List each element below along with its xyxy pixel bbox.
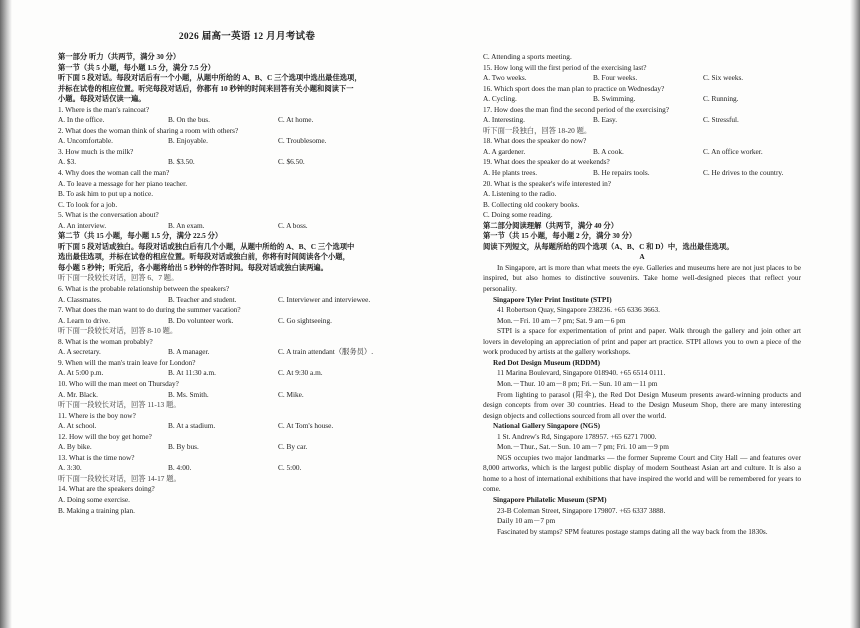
option-c: C. Mike. — [278, 389, 304, 399]
part2-section1-heading: 第一节（共 15 小题，每小题 2 分，满分 30 分） — [483, 231, 637, 241]
options-row — [58, 463, 436, 474]
option-b: B. Easy. — [593, 115, 618, 125]
options-row — [483, 115, 801, 126]
venue-hours: Daily 10 am－7 pm — [497, 516, 556, 526]
right-column — [483, 0, 801, 537]
page-shadow-left — [0, 0, 12, 628]
question-stem: 18. What does the speaker do now? — [483, 136, 587, 146]
option-a: A. Uncomfortable. — [58, 136, 113, 146]
question-stem: 4. Why does the woman call the man? — [58, 168, 170, 178]
option-c: C. 5:00. — [278, 463, 302, 473]
left-column — [58, 0, 436, 516]
option-a: A. Learn to drive. — [58, 315, 111, 325]
option-b: B. At 11:30 a.m. — [168, 368, 216, 378]
question-stem: 11. Where is the boy now? — [58, 410, 136, 420]
options-row — [483, 168, 801, 179]
option-a: A. Mr. Black. — [58, 389, 98, 399]
venue-hours: Mon.－Thur. 10 am－8 pm; Fri.－Sun. 10 am－11 pm — [497, 378, 658, 388]
listening-prompt: 听下面一段独白，回答 18-20 题。 — [483, 125, 592, 135]
question-stem: 7. What does the man want to do during the summer vacation? — [58, 305, 241, 315]
option-a: A. 3:30. — [58, 463, 82, 473]
listening-prompt: 听下面一段较长对话，回答 14-17 题。 — [58, 473, 181, 483]
option-c: C. Six weeks. — [703, 73, 744, 83]
options-row — [58, 295, 436, 306]
question-stem: 3. How much is the milk? — [58, 146, 134, 156]
question-stem: 16. Which sport does the man plan to practice on Wednesday? — [483, 83, 665, 93]
option-c: C. Stressful. — [703, 115, 739, 125]
options-row — [58, 136, 436, 147]
question-stem: 10. Who will the man meet on Thursday? — [58, 378, 179, 388]
option-c: C. Go sightseeing. — [278, 315, 332, 325]
option-a: A. Two weeks. — [483, 73, 527, 83]
option-c: C. At 9:30 a.m. — [278, 368, 323, 378]
option-c: C. Running. — [703, 94, 739, 104]
question-stem: 20. What is the speaker's wife interested in? — [483, 178, 612, 188]
option-c: C. Interviewer and interviewee. — [278, 294, 371, 304]
option-b: B. He repairs tools. — [593, 168, 650, 178]
venue-address: 41 Robertson Quay, Singapore 238236. +65 6336 3663. — [497, 305, 660, 315]
option-b: B. Ms. Smith. — [168, 389, 209, 399]
options-row — [483, 73, 801, 84]
option-b: B. $3.50. — [168, 157, 195, 167]
option-c: C. A train attendant（服务员）. — [278, 347, 374, 357]
option-a: A. Doing some exercise. — [58, 494, 130, 504]
option-b: B. On the bus. — [168, 115, 210, 125]
option-b: B. To ask him to put up a notice. — [58, 189, 154, 199]
section1-instruction-1: 听下面 5 段对话。每段对话后有一个小题，从题中所给的 A、B、C 三个选项中选出最佳选项， — [58, 73, 362, 83]
venue-address: 23-B Coleman Street, Singapore 179807. +65 6337 3888. — [497, 505, 666, 515]
options-row — [58, 368, 436, 379]
option-c: C. By car. — [278, 442, 308, 452]
section2-instruction-3: 每小题 5 秒钟；听完后，各小题将给出 5 秒钟的作答时间。每段对话或独白读两遍。 — [58, 262, 328, 272]
option-c: C. Doing some reading. — [483, 210, 553, 220]
section1-instruction-2: 并标在试卷的相应位置。听完每段对话后，你都有 10 秒钟的时间来回答有关小题和阅读下一 — [58, 83, 354, 93]
option-b: B. Do volunteer work. — [168, 315, 234, 325]
option-c: C. At Tom's house. — [278, 421, 334, 431]
option-b: B. Enjoyable. — [168, 136, 208, 146]
passage-intro: In Singapore, art is more than what meets the eye. Galleries and museums here are not just places to be inspired, but also homes to distinctive souvenirs. Take home well-designed pieces that reflect your personality. — [483, 262, 801, 294]
venue-name: National Gallery Singapore (NGS) — [493, 421, 601, 431]
venue-description: NGS occupies two major landmarks — the former Supreme Court and City Hall — and features over 8,000 artworks, which is the largest public display of modern Southeast Asian art and culture. It is also a home to a host of international exhibitions that have inspired the world and will be remembered for years to come. — [483, 452, 801, 494]
section1-instruction-3: 小题。每段对话仅读一遍。 — [58, 94, 146, 104]
venue-description: STPI is a space for experimentation of print and paper. Walk through the gallery and join other art lovers in developing an appreciation of print and paper art practice. STPI allows you to own a piece of the work produced by artists at the gallery workshops. — [483, 326, 801, 357]
venue-description: Fascinated by stamps? SPM features postage stamps dating all the way back from the 1830s. — [497, 526, 768, 536]
option-a: A. A secretary. — [58, 347, 101, 357]
option-a: A. He plants trees. — [483, 168, 538, 178]
question-stem: 17. How does the man find the second period of the exercising? — [483, 104, 670, 114]
venue-hours: Mon.－Thur., Sat.－Sun. 10 am－7 pm; Fri. 10 am－9 pm — [497, 442, 669, 452]
option-a: A. Cycling. — [483, 94, 517, 104]
question-stem: 2. What does the woman think of sharing a room with others? — [58, 125, 239, 135]
option-b: B. Making a training plan. — [58, 505, 136, 515]
option-a: A. A gardener. — [483, 146, 526, 156]
option-a: A. $3. — [58, 157, 77, 167]
option-b: B. 4:00. — [168, 463, 192, 473]
options-row — [58, 157, 436, 168]
listening-prompt: 听下面一段较长对话，回答 11-13 题。 — [58, 400, 181, 410]
option-c: C. Troublesome. — [278, 136, 327, 146]
venue-description: From lighting to parasol (阳伞), the Red Dot Design Museum presents award-winning products and design concepts from over 30 countries. Head to the Design Museum Shop, there are many interesting design objects and collections sourced from all over the world. — [483, 389, 801, 420]
options-row — [58, 221, 436, 232]
section2-instruction-1: 听下面 5 段对话或独白。每段对话或独白后有几个小题，从题中所给的 A、B、C 三个选项中 — [58, 241, 355, 251]
option-b: B. At a stadium. — [168, 421, 216, 431]
section2-instruction-2: 选出最佳选项，并标在试卷的相应位置。听每段对话或独白前，你将有时间阅读各个小题， — [58, 252, 350, 262]
question-stem: 1. Where is the man's raincoat? — [58, 104, 150, 114]
option-c: C. At home. — [278, 115, 314, 125]
venue-name: Singapore Tyler Print Institute (STPI) — [493, 294, 612, 304]
section1-heading: 第一节（共 5 小题，每小题 1.5 分，满分 7.5 分） — [58, 62, 215, 72]
section2-heading: 第二节（共 15 小题，每小题 1.5 分，满分 22.5 分） — [58, 231, 223, 241]
option-b: B. A cook. — [593, 146, 624, 156]
question-stem: 6. What is the probable relationship between the speakers? — [58, 284, 230, 294]
part1-heading: 第一部分 听力（共两节，满分 30 分） — [58, 52, 181, 61]
venue-name: Singapore Philatelic Museum (SPM) — [493, 494, 607, 504]
options-row — [58, 421, 436, 432]
option-a: A. At school. — [58, 421, 97, 431]
option-a: A. Classmates. — [58, 294, 102, 304]
page-shadow-right — [850, 0, 860, 628]
option-c: C. $6.50. — [278, 157, 305, 167]
option-c: C. A boss. — [278, 220, 308, 230]
part2-heading: 第二部分阅读理解（共两节，满分 40 分） — [483, 220, 618, 230]
question-stem: 8. What is the woman probably? — [58, 336, 153, 346]
option-c: C. To look for a job. — [58, 199, 118, 209]
option-b: B. By bus. — [168, 442, 199, 452]
passage-label: A — [639, 252, 645, 262]
question-stem: 13. What is the time now? — [58, 452, 135, 462]
option-a: A. At 5:00 p.m. — [58, 368, 104, 378]
option-b: B. Swimming. — [593, 94, 636, 104]
listening-prompt: 听下面一段较长对话，回答 8-10 题。 — [58, 326, 178, 336]
options-row — [483, 147, 801, 158]
option-a: A. Interesting. — [483, 115, 525, 125]
venue-name: Red Dot Design Museum (RDDM) — [493, 357, 601, 367]
options-row — [58, 316, 436, 327]
question-stem: 19. What does the speaker do at weekends? — [483, 157, 610, 167]
option-c: C. Attending a sports meeting. — [483, 52, 572, 61]
option-c: C. An office worker. — [703, 146, 763, 156]
option-a: A. Listening to the radio. — [483, 189, 557, 199]
options-row — [58, 390, 436, 401]
question-stem: 9. When will the man's train leave for London? — [58, 357, 196, 367]
options-row — [58, 115, 436, 126]
venue-address: 11 Marina Boulevard, Singapore 018940. +65 6514 0111. — [497, 368, 666, 378]
option-b: B. A manager. — [168, 347, 210, 357]
option-a: A. In the office. — [58, 115, 105, 125]
option-c: C. He drives to the country. — [703, 168, 784, 178]
question-stem: 5. What is the conversation about? — [58, 210, 159, 220]
option-a: A. An interview. — [58, 220, 107, 230]
option-b: B. Teacher and student. — [168, 294, 237, 304]
option-b: B. An exam. — [168, 220, 205, 230]
option-a: A. By bike. — [58, 442, 92, 452]
question-stem: 15. How long will the first period of the exercising last? — [483, 62, 647, 72]
option-b: B. Collecting old cookery books. — [483, 199, 580, 209]
question-stem: 14. What are the speakers doing? — [58, 484, 155, 494]
venue-hours: Mon.－Fri. 10 am－7 pm; Sat. 9 am－6 pm — [497, 315, 626, 325]
exam-title: 2026 届高一英语 12 月月考试卷 — [178, 32, 316, 42]
listening-prompt: 听下面一段较长对话，回答 6、7 题。 — [58, 273, 179, 283]
option-a: A. To leave a message for her piano teacher. — [58, 178, 188, 188]
option-b: B. Four weeks. — [593, 73, 638, 83]
venue-address: 1 St. Andrew's Rd, Singapore 178957. +65 6271 7000. — [497, 431, 657, 441]
options-row — [483, 94, 801, 105]
part2-instruction: 阅读下列短文，从每题所给的四个选项（A、B、C 和 D）中，选出最佳选项。 — [483, 241, 734, 251]
options-row — [58, 347, 436, 358]
question-stem: 12. How will the boy get home? — [58, 431, 152, 441]
options-row — [58, 442, 436, 453]
